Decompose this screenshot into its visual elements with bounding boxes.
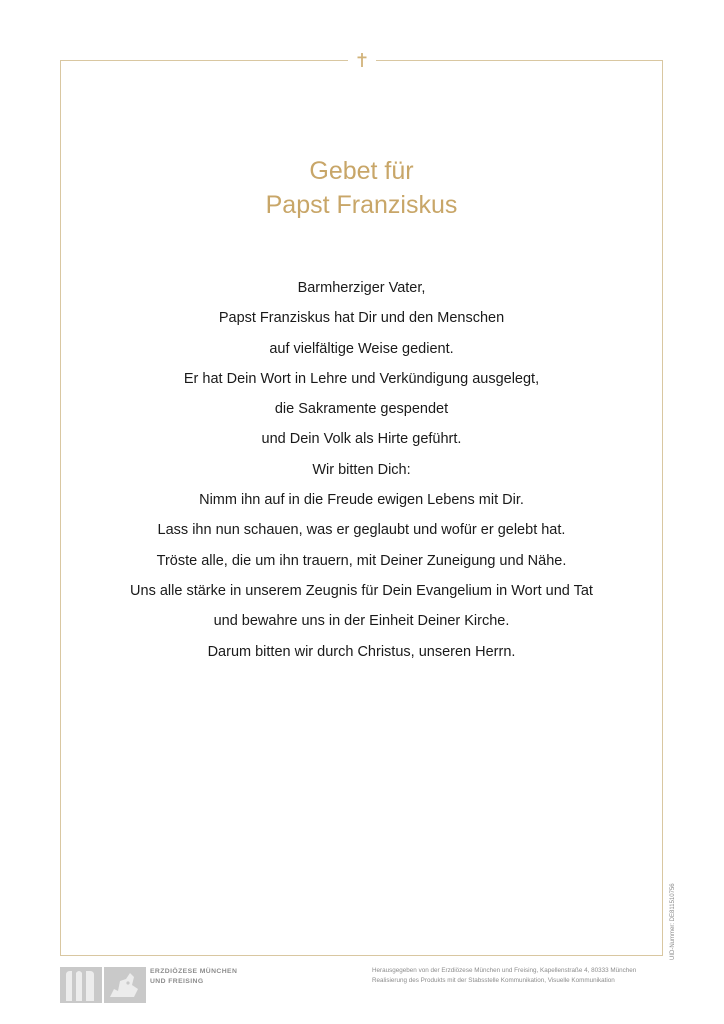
prayer-line: Wir bitten Dich: xyxy=(312,461,411,478)
imprint-line: Realisierung des Produkts mit der Stabsstelle Kommunikation, Visuelle Kommunikation xyxy=(372,976,615,984)
prayer-line: Papst Franziskus hat Dir und den Menschen xyxy=(218,310,505,327)
title-line: Gebet für xyxy=(309,157,414,185)
prayer-line: Barmherziger Vater, xyxy=(297,280,426,296)
prayer-line: Uns alle stärke in unserem Zeugnis für Dein Evangelium in Wort und Tat xyxy=(130,582,593,599)
prayer-line: und bewahre uns in der Einheit Deiner Kirche. xyxy=(213,613,510,630)
prayer-line: auf vielfältige Weise gedient. xyxy=(269,340,454,357)
uid-number: UID-Nummer: DE811510756 xyxy=(670,883,676,960)
prayer-line: und Dein Volk als Hirte geführt. xyxy=(261,431,462,448)
prayer-line: Lass ihn nun schauen, was er geglaubt und wofür er gelebt hat. xyxy=(157,522,566,539)
org-line: ERZDIÖZESE MÜNCHEN xyxy=(150,968,238,975)
prayer-line: Tröste alle, die um ihn trauern, mit Deiner Zuneigung und Nähe. xyxy=(156,552,567,569)
archdiocese-logo-icon xyxy=(60,967,146,1003)
imprint-line: Herausgegeben von der Erzdiözese München und Freising, Kapellenstraße 4, 80333 München xyxy=(372,967,637,974)
prayer-line: die Sakramente gespendet xyxy=(274,401,449,418)
prayer-text xyxy=(60,273,663,667)
title-line: Papst Franziskus xyxy=(265,191,458,219)
organization-name xyxy=(150,967,237,987)
prayer-line: Nimm ihn auf in die Freude ewigen Lebens mit Dir. xyxy=(199,492,524,509)
prayer-line: Er hat Dein Wort in Lehre und Verkündigung ausgelegt, xyxy=(183,370,540,387)
page-title xyxy=(60,154,663,222)
imprint xyxy=(372,966,664,985)
cross-icon xyxy=(348,52,376,68)
org-line: UND FREISING xyxy=(150,978,204,985)
prayer-line: Darum bitten wir durch Christus, unseren Herrn. xyxy=(207,643,516,660)
